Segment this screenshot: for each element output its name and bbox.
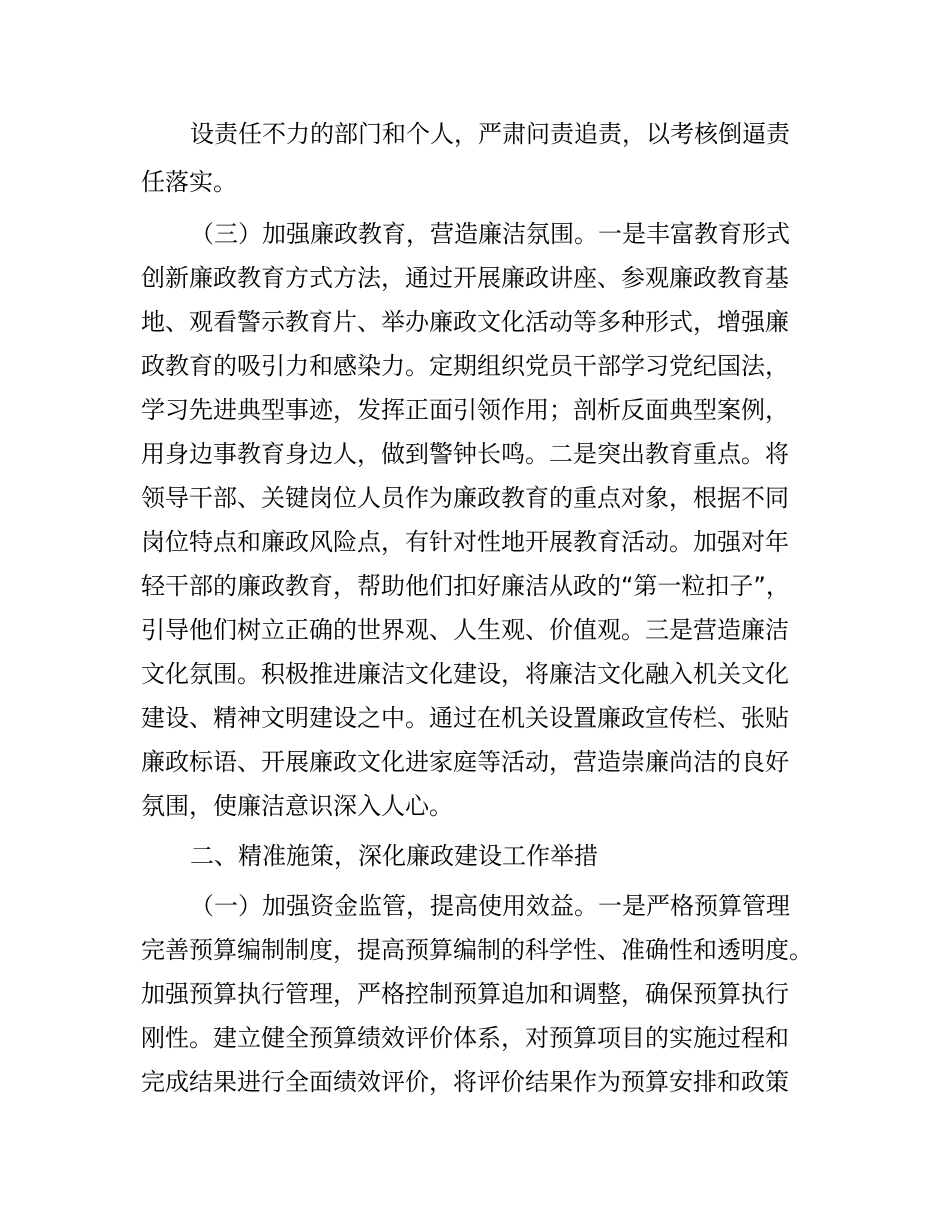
text-line: 地、观看警示教育片、举办廉政文化活动等多种形式，增强廉 [141, 308, 789, 336]
text-line: 建设、精神文明建设之中。通过在机关设置廉政宣传栏、张贴 [141, 704, 789, 732]
text-line: 设责任不力的部门和个人，严肃问责追责，以考核倒逼责 [190, 120, 790, 148]
text-line: 任落实。 [141, 168, 237, 196]
text-line: 完善预算编制制度，提高预算编制的科学性、准确性和透明度。 [141, 936, 813, 964]
text-line: 引导他们树立正确的世界观、人生观、价值观。三是营造廉洁 [141, 616, 789, 644]
text-line: 文化氛围。积极推进廉洁文化建设，将廉洁文化融入机关文化 [141, 660, 789, 688]
text-line: 学习先进典型事迹，发挥正面引领作用；剖析反面典型案例， [141, 396, 789, 424]
text-line: 领导干部、关键岗位人员作为廉政教育的重点对象，根据不同 [141, 484, 789, 512]
section-heading-line: （三）加强廉政教育，营造廉洁氛围。一是丰富教育形式 [190, 220, 790, 248]
text-line: 岗位特点和廉政风险点，有针对性地开展教育活动。加强对年 [141, 528, 789, 556]
text-line: 加强预算执行管理，严格控制预算追加和调整，确保预算执行 [141, 980, 789, 1008]
text-line: 刚性。建立健全预算绩效评价体系，对预算项目的实施过程和 [141, 1024, 789, 1052]
text-line: 创新廉政教育方式方法，通过开展廉政讲座、参观廉政教育基 [141, 264, 789, 292]
text-line: 轻干部的廉政教育，帮助他们扣好廉洁从政的“第一粒扣子”， [141, 572, 790, 600]
text-line: 用身边事教育身边人，做到警钟长鸣。二是突出教育重点。将 [141, 440, 789, 468]
section-heading-line: （一）加强资金监管，提高使用效益。一是严格预算管理 [190, 892, 790, 920]
text-line: 氛围，使廉洁意识深入人心。 [141, 792, 453, 820]
text-line: 廉政标语、开展廉政文化进家庭等活动，营造崇廉尚洁的良好 [141, 748, 789, 776]
text-line: 完成结果进行全面绩效评价，将评价结果作为预算安排和政策 [141, 1068, 789, 1096]
section-heading-line: 二、精准施策，深化廉政建设工作举措 [190, 842, 598, 870]
text-line: 政教育的吸引力和感染力。定期组织党员干部学习党纪国法， [141, 352, 789, 380]
